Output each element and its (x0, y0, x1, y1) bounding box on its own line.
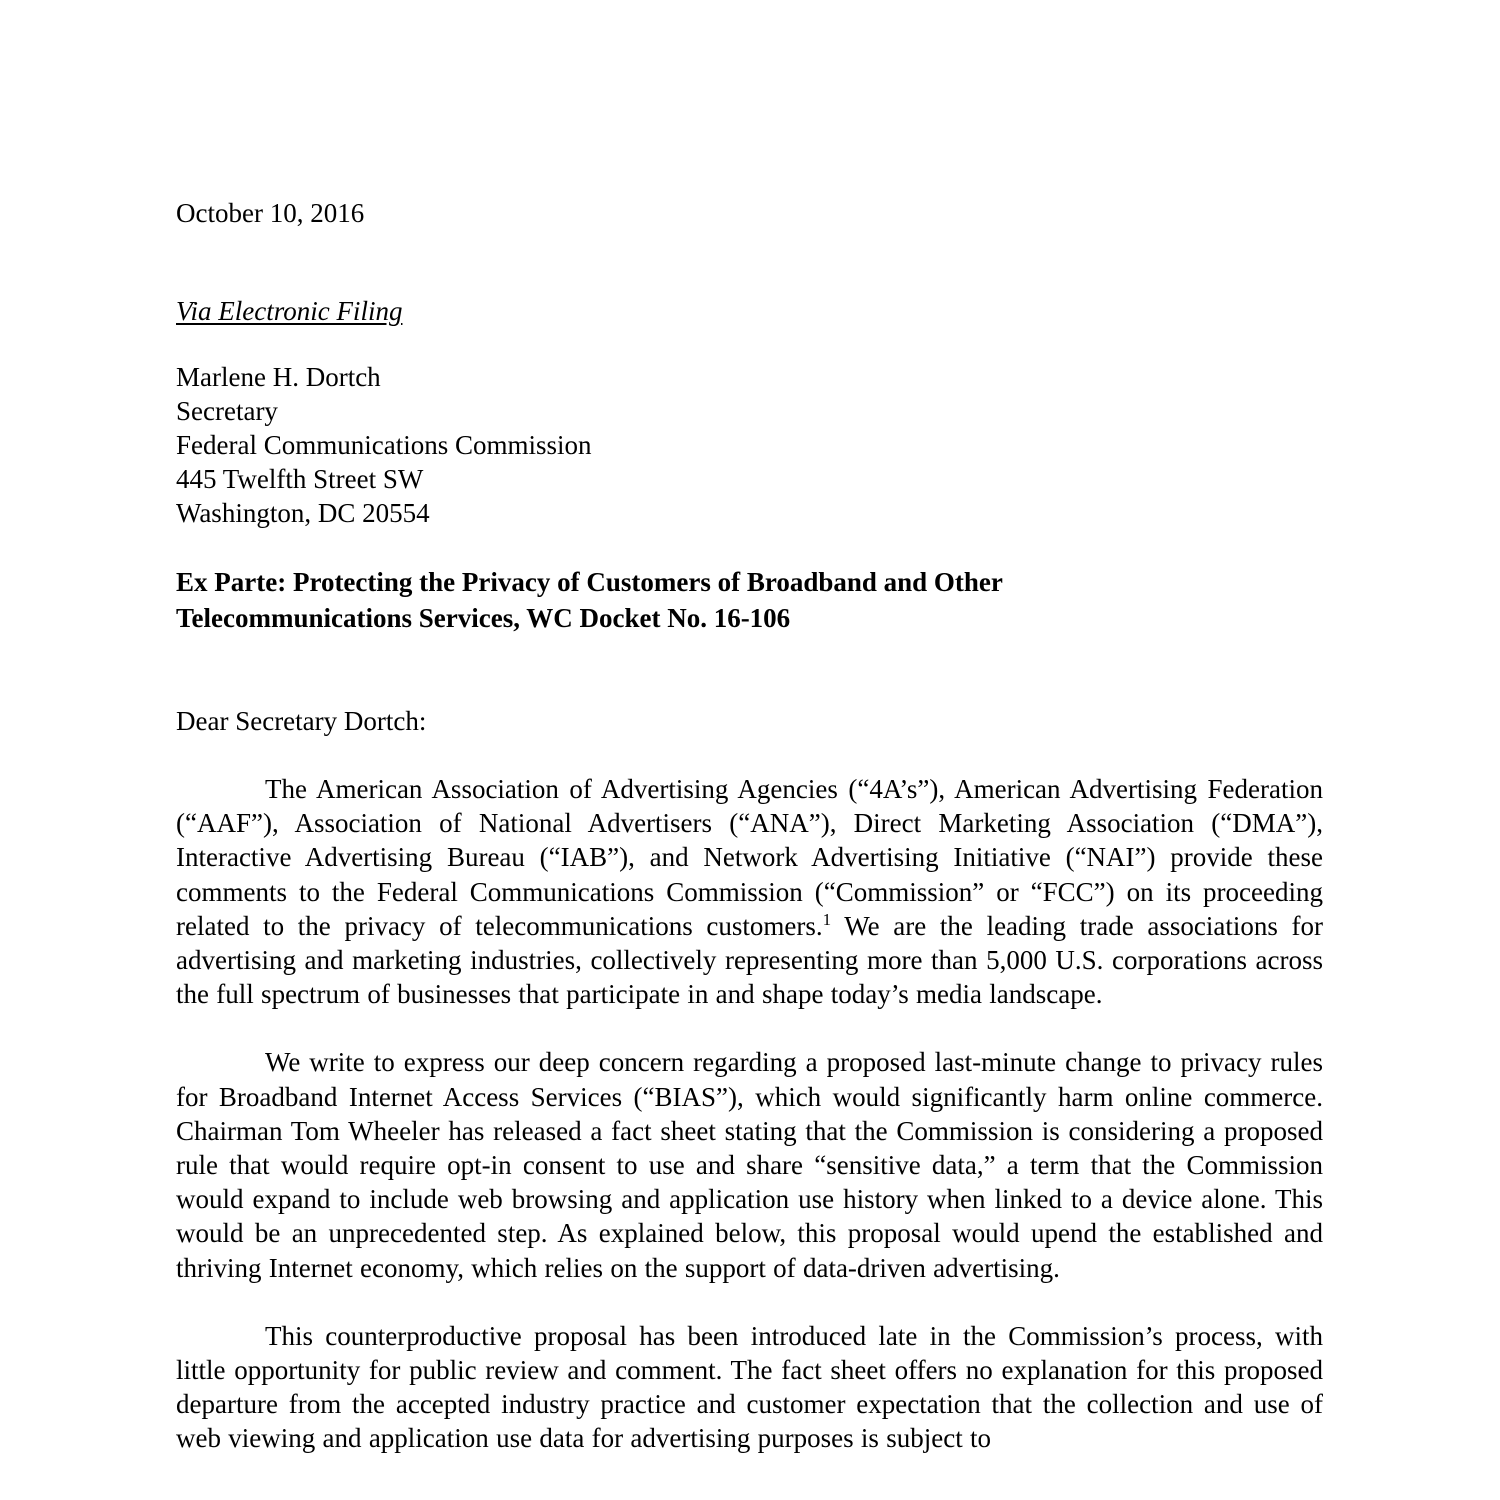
paragraph-1-text-after-footnote: We are the leading trade associations for advertising and marketing industries, collectively representing more than 5,000 U.S. corporations across the full spectrum of businesses that participate in and shape today’s media landscape. (176, 910, 1323, 1010)
spacer-before-subject (176, 530, 1323, 564)
letter-date: October 10, 2016 (176, 198, 365, 228)
subject-heading-line-1: Ex Parte: Protecting the Privacy of Customers of Broadband and Other (176, 567, 1003, 597)
recipient-name: Marlene H. Dortch (176, 362, 381, 392)
spacer-after-delivery-method (176, 328, 1323, 360)
salutation: Dear Secretary Dortch: (176, 706, 427, 736)
paragraph-1 (176, 772, 1323, 1011)
paragraph-3: This counterproductive proposal has been introduced late in the Commission’s process, with little opportunity for public review and comment. The fact sheet offers no explanation for this proposed departure from the accepted industry practice and customer expectation that the collection and use of web viewing and application use data for advertising purposes is subject to (176, 1320, 1323, 1454)
recipient-agency: Federal Communications Commission (176, 430, 592, 460)
footnote-marker-1: 1 (822, 909, 832, 929)
spacer-before-salutation (176, 636, 1323, 704)
recipient-address-block (176, 360, 1323, 530)
spacer-before-paragraph-3 (176, 1285, 1323, 1319)
delivery-method-wrapper (176, 294, 1323, 328)
recipient-title: Secretary (176, 396, 278, 426)
delivery-method: Via Electronic Filing (176, 296, 403, 326)
paragraph-2: We write to express our deep concern regarding a proposed last-minute change to privacy rules for Broadband Internet Access Services (“BIAS”), which would significantly harm online commerce. Chairman Tom Wheeler has released a fact sheet stating that the Commission is considering a proposed rule that would require opt-in consent to use and share “sensitive data,” a term that the Commission would expand to include web browsing and application use history when linked to a device alone. This would be an unprecedented step. As explained below, this proposal would upend the established and thriving Internet economy, which relies on the support of data-driven advertising. (176, 1047, 1323, 1283)
recipient-city-state-zip: Washington, DC 20554 (176, 498, 430, 528)
subject-heading (176, 564, 1126, 636)
spacer-before-paragraph-2 (176, 1011, 1323, 1045)
subject-heading-line-2: Telecommunications Services, WC Docket No. 16-106 (176, 603, 791, 633)
recipient-street: 445 Twelfth Street SW (176, 464, 424, 494)
spacer-before-paragraph-1 (176, 738, 1323, 772)
spacer-after-date (176, 230, 1323, 294)
letter-body (176, 196, 1323, 1456)
paragraph-1-text-before-footnote: The American Association of Advertising Agencies (“4A’s”), American Advertising Federation (“AAF”), Association of National Advertisers (“ANA”), Direct Marketing Association (“DMA”), Interactive Advertising Bureau (“IAB”), and Network Advertising Initiative (“NAI”) provide these comments to the Federal Communications Commission (“Commission” or “FCC”) on its proceeding related to the privacy of telecommunications customers. (176, 774, 1323, 941)
